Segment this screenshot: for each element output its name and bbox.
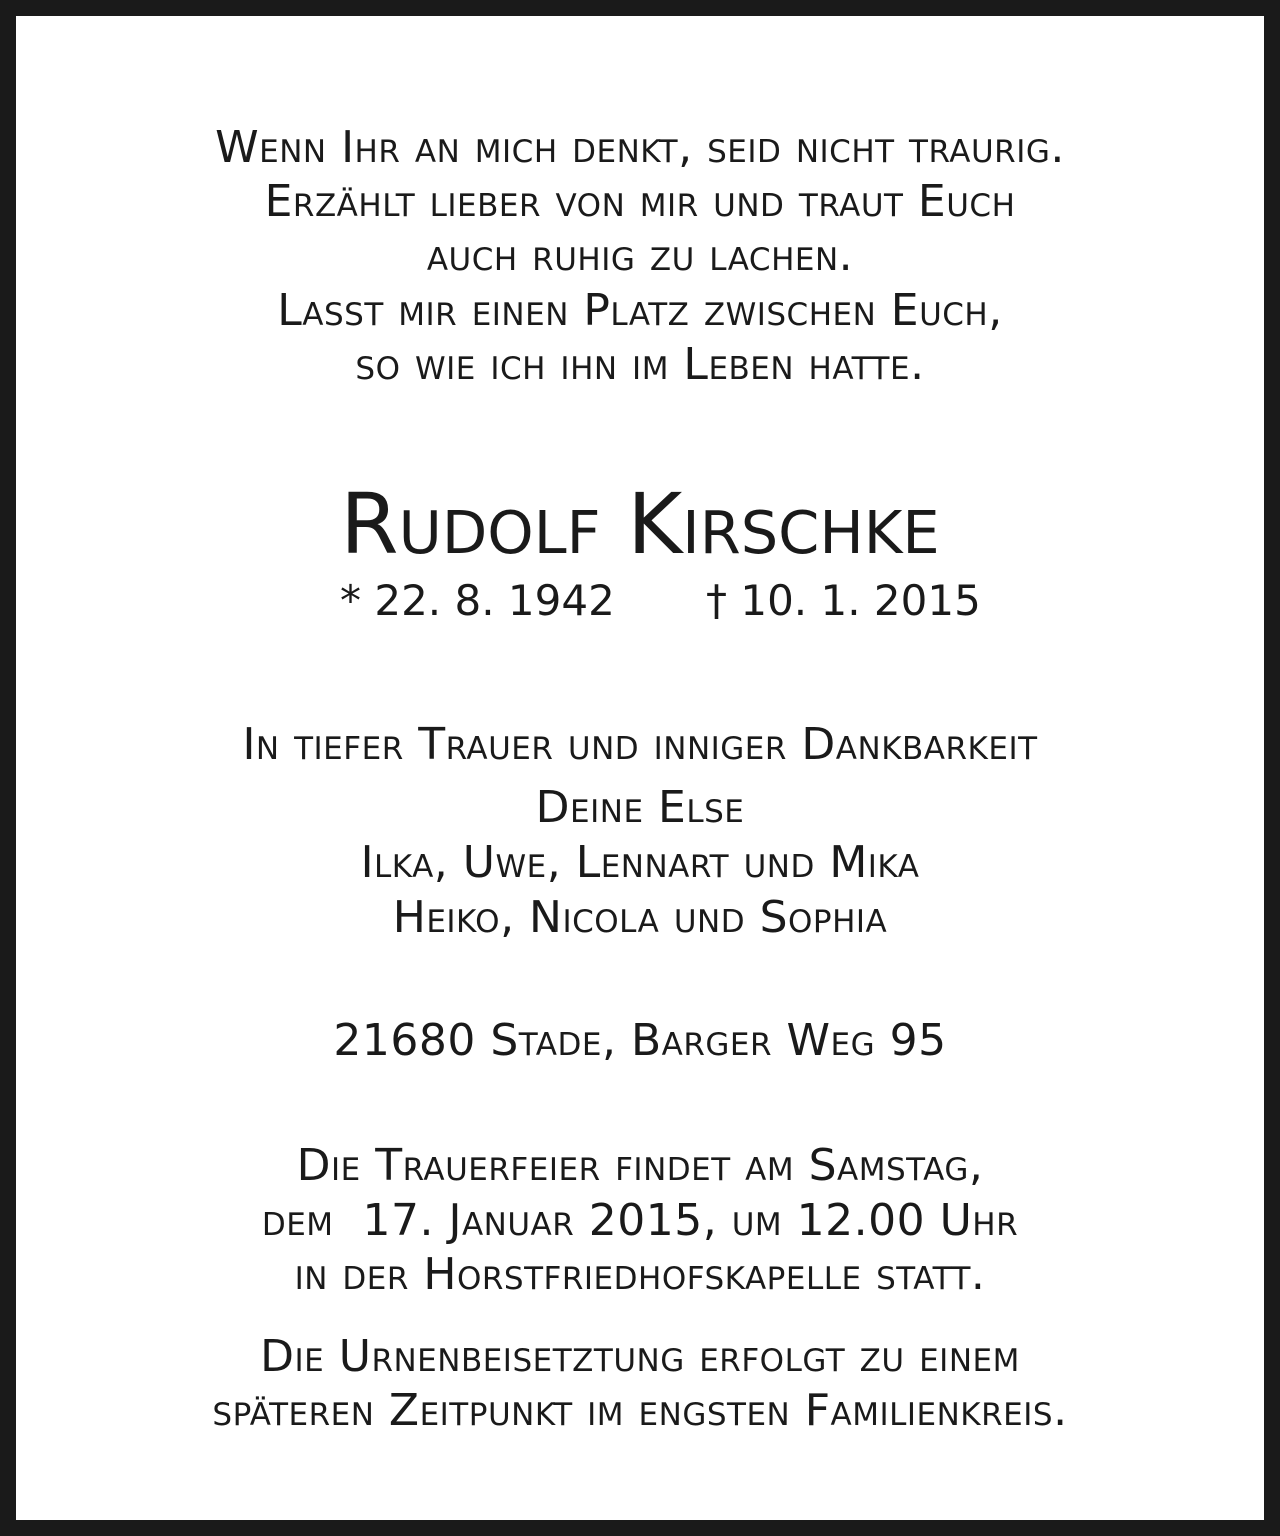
address: 21680 Stade, Barger Weg 95: [333, 1015, 947, 1066]
birth-date: * 22. 8. 1942: [340, 576, 615, 625]
mourner-line-1: Deine Else: [535, 782, 745, 833]
service-line-1: Die Trauerfeier findet am Samstag,: [296, 1140, 984, 1191]
poem-line-3: auch ruhig zu lachen.: [426, 230, 854, 281]
poem-line-1: Wenn Ihr an mich denkt, seid nicht traurig.: [215, 122, 1065, 173]
burial-line-1: Die Urnenbeisetztung erfolgt zu einem: [260, 1331, 1020, 1382]
deceased-name: Rudolf Kirschke: [340, 475, 940, 573]
service-line-2: dem 17. Januar 2015, um 12.00 Uhr: [261, 1195, 1019, 1246]
mourners-intro: In tiefer Trauer und inniger Dankbarkeit: [242, 719, 1038, 770]
death-date: † 10. 1. 2015: [706, 576, 981, 625]
life-dates: [16, 571, 1264, 631]
mourner-line-2: Ilka, Uwe, Lennart und Mika: [360, 837, 920, 888]
burial-line-2: späteren Zeitpunkt im engsten Familienkreis.: [212, 1385, 1068, 1436]
mourner-line-3: Heiko, Nicola und Sophia: [392, 892, 888, 943]
poem-line-2: Erzählt lieber von mir und traut Euch: [264, 176, 1016, 227]
poem-line-5: so wie ich ihn im Leben hatte.: [355, 339, 925, 390]
service-line-3: in der Horstfriedhofskapelle statt.: [294, 1249, 986, 1300]
poem-line-4: Lasst mir einen Platz zwischen Euch,: [277, 285, 1003, 336]
